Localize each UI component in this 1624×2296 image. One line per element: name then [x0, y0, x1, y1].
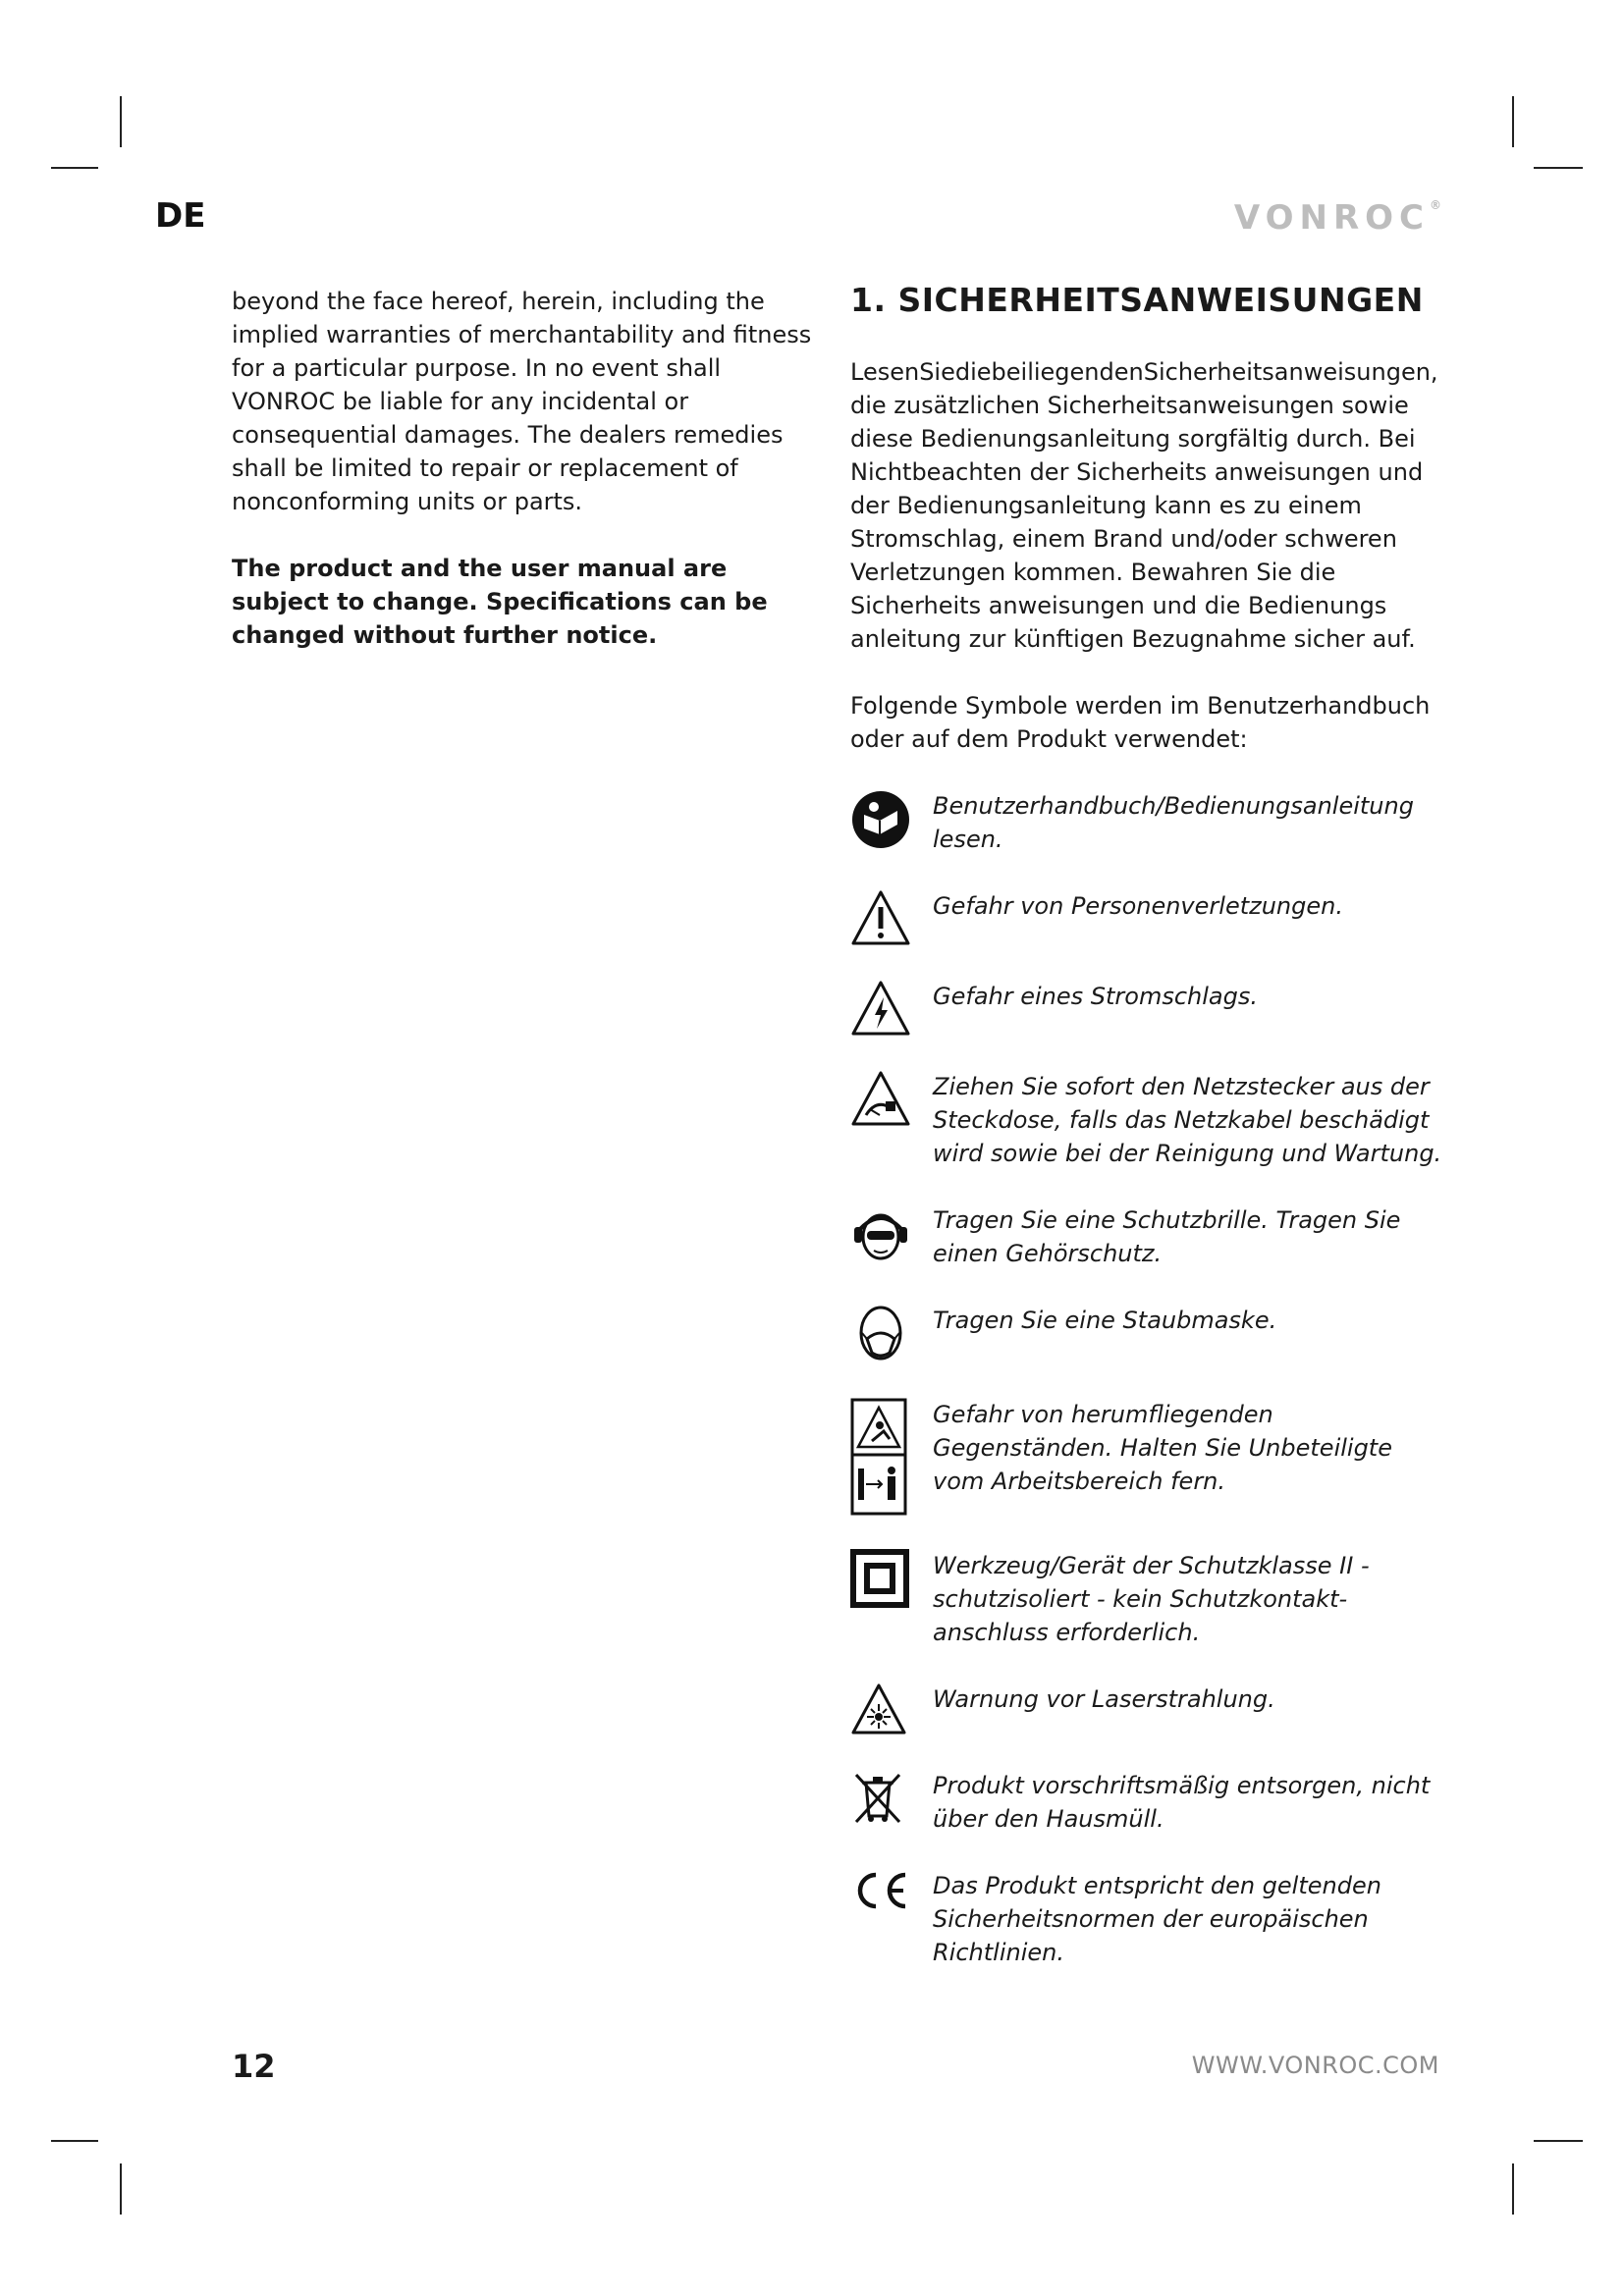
symbol-item	[850, 1682, 1449, 1735]
symbol-item	[850, 1549, 1449, 1649]
symbol-item	[850, 980, 1449, 1037]
symbol-item	[850, 1869, 1449, 1969]
goggles-earmuffs-icon	[850, 1203, 911, 1264]
symbol-text: Gefahr von Personenverletzungen.	[933, 892, 1343, 920]
crop-mark	[51, 167, 98, 169]
symbol-text: Werkzeug/Gerät der Schutzklasse II - schutzisoliert - kein Schutzkontakt-anschluss erforderlich.	[933, 1552, 1370, 1646]
symbol-item	[850, 1070, 1449, 1170]
read-manual-icon	[850, 789, 911, 850]
unplug-icon	[850, 1070, 911, 1127]
right-column	[850, 281, 1449, 2002]
symbol-text: Produkt vorschriftsmäßig entsorgen, nicht über den Hausmüll.	[933, 1772, 1431, 1833]
language-label: DE	[155, 196, 206, 236]
dust-mask-icon	[850, 1304, 911, 1364]
crop-mark	[1534, 167, 1583, 169]
brand-logo	[1234, 198, 1441, 238]
ce-mark-icon	[850, 1869, 911, 1912]
change-notice: The product and the user manual are subject to change. Specifications can be changed without further notice.	[232, 555, 768, 649]
brand-name: VONROC	[1233, 198, 1430, 238]
symbol-text: Gefahr eines Stromschlags.	[933, 983, 1258, 1010]
brand-registered-mark: ®	[1430, 198, 1441, 212]
symbol-text: Tragen Sie eine Schutzbrille. Tragen Sie einen Gehörschutz.	[933, 1206, 1401, 1267]
symbol-list	[850, 789, 1449, 1969]
symbol-text: Gefahr von herumfliegenden Gegenständen. Halten Sie Unbeteiligte vom Arbeitsbereich fern.	[933, 1401, 1392, 1495]
symbol-item	[850, 1769, 1449, 1836]
laser-icon	[850, 1682, 907, 1735]
warranty-paragraph: beyond the face hereof, herein, including the implied warranties of merchantability and fitness for a particular purpose. In no event shall VONROC be liable for any incidental or consequential damages. The dealers remedies shall be limited to repair or replacement of nonconforming units or parts.	[232, 288, 812, 515]
crop-mark	[120, 2163, 122, 2215]
safety-intro: LesenSiediebeiliegendenSicherheitsanweisungen, die zusätzlichen Sicherheitsanweisungen sowie diese Bedienungsanleitung sorgfältig durch. Bei Nichtbeachten der Sicherheits anweisungen und der Bedienungsanleitung kann es zu einem Stromschlag, einem Brand und/oder schweren Verletzungen kommen. Bewahren Sie die Sicherheits anweisungen und die Bedienungs anleitung zur künftigen Bezugnahme sicher auf.	[850, 358, 1438, 653]
crop-mark	[1512, 96, 1514, 147]
section-heading: 1. SICHERHEITSANWEISUNGEN	[850, 281, 1424, 319]
symbol-text: Warnung vor Laserstrahlung.	[933, 1685, 1275, 1713]
crop-mark	[1534, 2140, 1583, 2142]
crop-mark	[1512, 2163, 1514, 2215]
page-number: 12	[232, 2048, 276, 2085]
crop-mark	[120, 96, 122, 147]
crop-mark	[51, 2140, 98, 2142]
symbol-item	[850, 1398, 1449, 1516]
symbol-text: Das Produkt entspricht den geltenden Sicherheitsnormen der europäischen Richtlinien.	[933, 1872, 1381, 1966]
flying-debris-icon	[850, 1398, 907, 1516]
symbol-item	[850, 1203, 1449, 1270]
symbol-item	[850, 889, 1449, 946]
symbol-item	[850, 789, 1449, 856]
symbol-text: Tragen Sie eine Staubmaske.	[933, 1307, 1277, 1334]
weee-bin-icon	[850, 1769, 905, 1826]
electric-shock-icon	[850, 980, 911, 1037]
symbols-intro: Folgende Symbole werden im Benutzerhandbuch oder auf dem Produkt verwendet:	[850, 692, 1431, 753]
symbol-item	[850, 1304, 1449, 1364]
warning-icon	[850, 889, 911, 946]
symbol-text: Ziehen Sie sofort den Netzstecker aus der Steckdose, falls das Netzkabel beschädigt wird sowie bei der Reinigung und Wartung.	[933, 1073, 1442, 1167]
website-link[interactable]: WWW.VONROC.COM	[1191, 2052, 1439, 2079]
left-column	[232, 285, 821, 652]
symbol-text: Benutzerhandbuch/Bedienungsanleitung lesen.	[933, 792, 1414, 853]
class-ii-icon	[850, 1549, 909, 1608]
